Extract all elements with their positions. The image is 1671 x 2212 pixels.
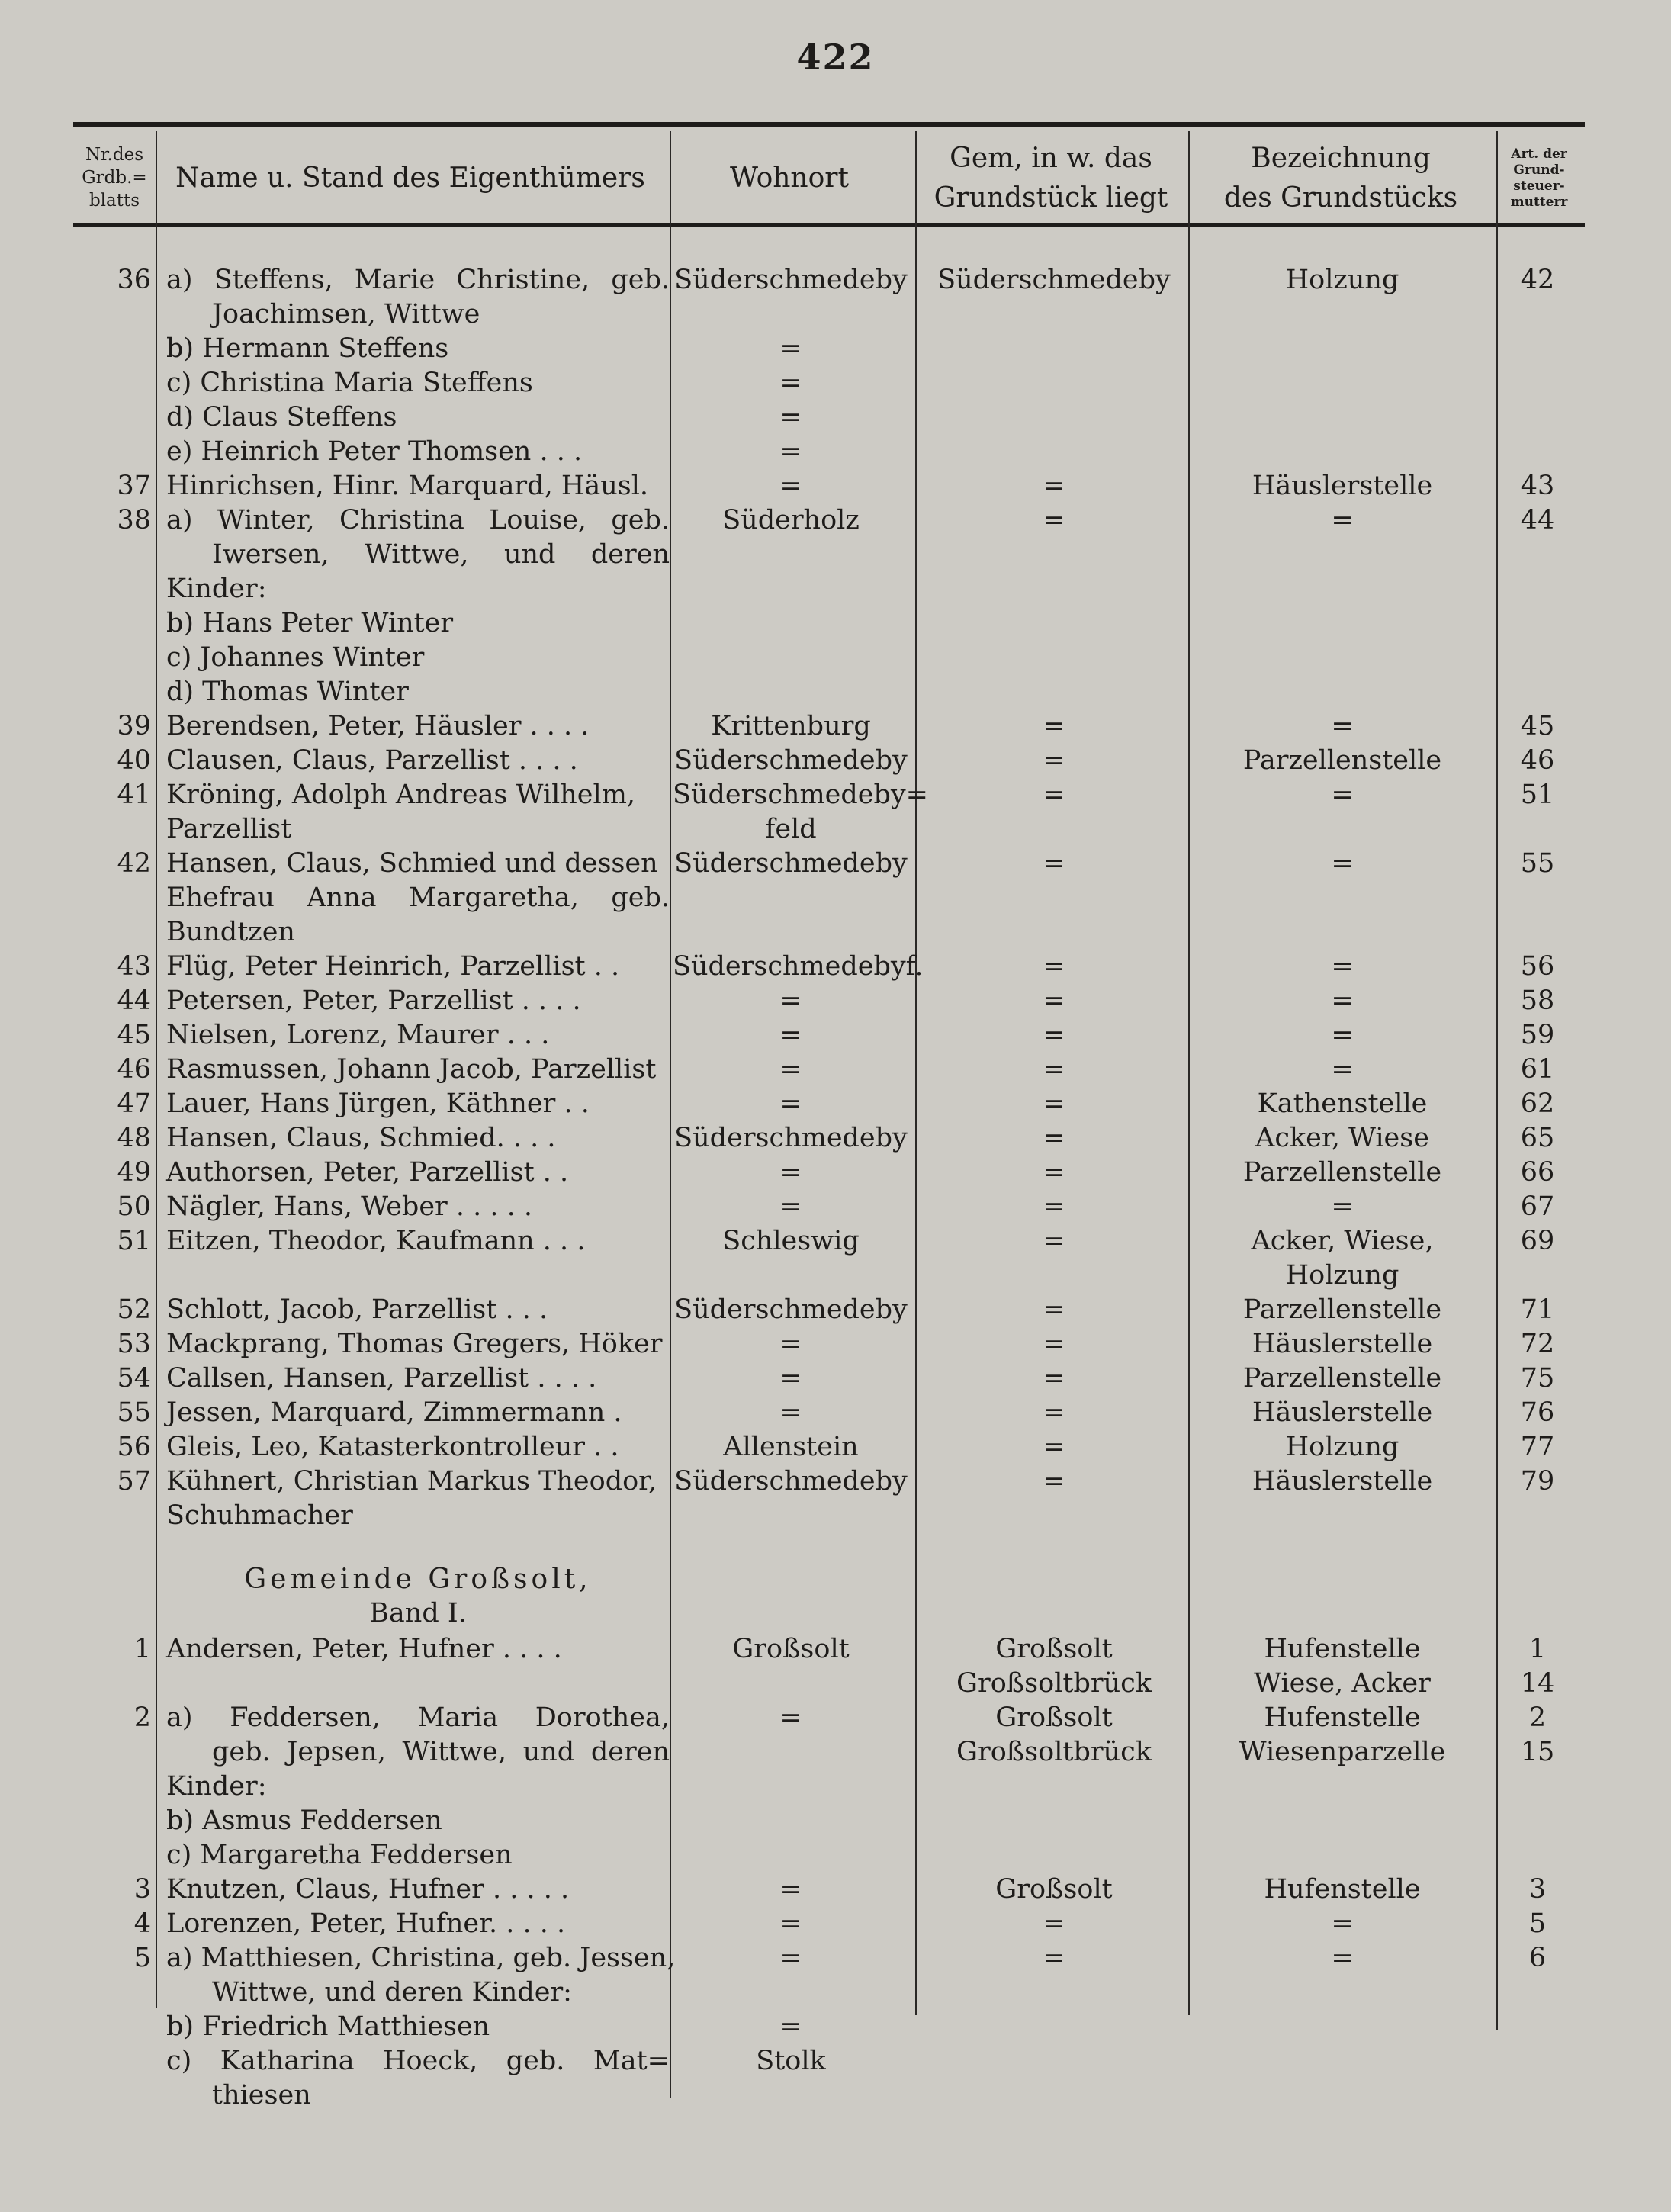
table-row (0, 1259, 1671, 1293)
table-row (0, 1018, 1671, 1053)
header-art-line4: mutterr (1510, 195, 1568, 211)
owner-name-cell: Jessen, Marquard, Zimmermann . (166, 1397, 622, 1428)
parcel-designation-cell: = (1331, 505, 1354, 535)
residence-cell: = (779, 1702, 802, 1733)
row-number-cell: 2 (133, 1702, 151, 1733)
row-number-cell: 56 (117, 1432, 151, 1462)
owner-name-cell: a) Steffens, Marie Christine, geb. (166, 265, 670, 295)
owner-name-cell: b) Friedrich Matthiesen (166, 2011, 490, 2042)
tax-article-cell: 15 (1520, 1737, 1555, 1767)
municipality-cell: = (1043, 1466, 1065, 1497)
municipality-cell: = (1043, 1020, 1065, 1050)
residence-cell: = (779, 1363, 802, 1394)
tax-article-cell: 61 (1520, 1054, 1555, 1085)
owner-name-cell: Gleis, Leo, Katasterkontrolleur . . (166, 1432, 619, 1462)
table-row (0, 847, 1671, 881)
municipality-cell: = (1043, 780, 1065, 810)
parcel-designation-cell: Parzellenstelle (1242, 1294, 1442, 1325)
owner-name-cell: d) Thomas Winter (166, 677, 409, 707)
row-number-cell: 40 (117, 745, 151, 776)
tax-article-cell: 55 (1520, 848, 1555, 879)
municipality-cell: = (1043, 745, 1065, 776)
header-gem-line1: Gem, in w. das (950, 142, 1152, 174)
tax-article-cell: 42 (1520, 265, 1555, 295)
row-number-cell: 43 (117, 951, 151, 982)
residence-cell: Stolk (756, 2046, 826, 2076)
residence-cell: = (779, 1020, 802, 1050)
residence-cell: Großsolt (732, 1634, 850, 1664)
parcel-designation-cell: Wiesenparzelle (1239, 1737, 1446, 1767)
owner-name-cell: Bundtzen (166, 917, 295, 947)
table-row (0, 1396, 1671, 1430)
table-row (0, 503, 1671, 538)
table-row (0, 469, 1671, 503)
owner-name-cell: Mackprang, Thomas Gregers, Höker (166, 1329, 663, 1359)
tax-article-cell: 66 (1520, 1157, 1555, 1188)
tax-article-cell: 59 (1520, 1020, 1555, 1050)
table-row (0, 1224, 1671, 1259)
owner-name-cell: Andersen, Peter, Hufner . . . . (166, 1634, 562, 1664)
table-row (0, 400, 1671, 435)
residence-cell: Süderschmedeby (674, 745, 908, 776)
header-name: Name u. Stand des Eigenthümers (175, 162, 645, 194)
tax-article-cell: 58 (1520, 985, 1555, 1016)
owner-name-cell: Nielsen, Lorenz, Maurer . . . (166, 1020, 550, 1050)
table-row (0, 1430, 1671, 1464)
table-row (0, 1735, 1671, 1770)
residence-cell: Süderschmedeby (674, 265, 908, 295)
owner-name-cell: a) Matthiesen, Christina, geb. Jessen, (166, 1943, 676, 1973)
parcel-designation-cell: = (1331, 1020, 1354, 1050)
header-nr-line1: Nr.des (85, 145, 144, 166)
parcel-designation-cell: = (1331, 1908, 1354, 1939)
parcel-designation-cell: = (1331, 1191, 1354, 1222)
municipality-cell: = (1043, 1908, 1065, 1939)
municipality-cell: Großsolt (995, 1702, 1113, 1733)
municipality-cell: = (1043, 1329, 1065, 1359)
row-number-cell: 39 (117, 711, 151, 741)
header-gem-line2: Grundstück liegt (934, 182, 1168, 214)
residence-cell: = (779, 1908, 802, 1939)
table-row (0, 1293, 1671, 1327)
table-row (0, 950, 1671, 984)
table-row (0, 1499, 1671, 1533)
municipality-cell: Großsolt (995, 1874, 1113, 1905)
table-row (0, 1873, 1671, 1907)
table-row (0, 1190, 1671, 1224)
owner-name-cell: Ehefrau Anna Margaretha, geb. (166, 883, 670, 913)
parcel-designation-cell: Häuslerstelle (1252, 1329, 1433, 1359)
table-row (0, 915, 1671, 950)
parcel-designation-cell: = (1331, 1054, 1354, 1085)
row-number-cell: 49 (117, 1157, 151, 1188)
table-row (0, 538, 1671, 572)
residence-cell: Krittenburg (711, 711, 871, 741)
municipality-cell: = (1043, 1157, 1065, 1188)
municipality-cell: = (1043, 951, 1065, 982)
residence-cell: Süderschmedeby= (673, 780, 928, 810)
tax-article-cell: 76 (1520, 1397, 1555, 1428)
tax-article-cell: 77 (1520, 1432, 1555, 1462)
row-number-cell: 46 (117, 1054, 151, 1085)
residence-cell: Süderschmedeby (674, 1294, 908, 1325)
tax-article-cell: 72 (1520, 1329, 1555, 1359)
residence-cell: Süderschmedeby (674, 1123, 908, 1153)
tax-article-cell: 5 (1528, 1908, 1547, 1939)
residence-cell: = (779, 1943, 802, 1973)
tax-article-cell: 1 (1528, 1634, 1547, 1664)
table-row (0, 1838, 1671, 1873)
header-bez-line1: Bezeichnung (1251, 142, 1431, 174)
owner-name-cell: e) Heinrich Peter Thomsen . . . (166, 436, 583, 467)
owner-name-cell: Nägler, Hans, Weber . . . . . (166, 1191, 533, 1222)
owner-name-cell: Flüg, Peter Heinrich, Parzellist . . (166, 951, 620, 982)
table-row (0, 297, 1671, 332)
table-row (0, 1804, 1671, 1838)
table-row (0, 709, 1671, 744)
parcel-designation-cell: Hufenstelle (1264, 1702, 1421, 1733)
parcel-designation-cell: Hufenstelle (1264, 1874, 1421, 1905)
header-bez-line2: des Grundstücks (1223, 182, 1458, 214)
owner-name-cell: geb. Jepsen, Wittwe, und deren (212, 1737, 670, 1767)
tax-article-cell: 75 (1520, 1363, 1555, 1394)
residence-cell: = (779, 402, 802, 432)
owner-name-cell: b) Hans Peter Winter (166, 608, 454, 638)
municipality-cell: Großsoltbrück (956, 1737, 1152, 1767)
tax-article-cell: 67 (1520, 1191, 1555, 1222)
owner-name-cell: Kröning, Adolph Andreas Wilhelm, (166, 780, 636, 810)
parcel-designation-cell: Häuslerstelle (1252, 1397, 1433, 1428)
table-row (0, 1701, 1671, 1735)
table-row (0, 1156, 1671, 1190)
row-number-cell: 45 (117, 1020, 151, 1050)
municipality-cell: = (1043, 985, 1065, 1016)
table-row (0, 263, 1671, 297)
row-number-cell: 44 (117, 985, 151, 1016)
tax-article-cell: 56 (1520, 951, 1555, 982)
residence-cell: Schleswig (722, 1226, 860, 1256)
residence-cell: Allenstein (723, 1432, 859, 1462)
residence-cell: = (779, 985, 802, 1016)
table-row (0, 2044, 1671, 2079)
row-number-cell: 52 (117, 1294, 151, 1325)
header-art-line3: steuer- (1513, 178, 1565, 194)
tax-article-cell: 3 (1528, 1874, 1547, 1905)
parcel-designation-cell: = (1331, 711, 1354, 741)
parcel-designation-cell: = (1331, 848, 1354, 879)
municipality-cell: Großsolt (995, 1634, 1113, 1664)
residence-cell: = (779, 1191, 802, 1222)
row-number-cell: 50 (117, 1191, 151, 1222)
residence-cell: = (779, 1088, 802, 1119)
owner-name-cell: c) Johannes Winter (166, 642, 425, 673)
municipality-cell: = (1043, 1226, 1065, 1256)
parcel-designation-cell: = (1331, 951, 1354, 982)
parcel-designation-cell: Hufenstelle (1264, 1634, 1421, 1664)
residence-cell: = (779, 436, 802, 467)
owner-name-cell: c) Margaretha Feddersen (166, 1840, 513, 1870)
owner-name-cell: Authorsen, Peter, Parzellist . . (166, 1157, 569, 1188)
residence-cell: = (779, 1054, 802, 1085)
header-wohnort: Wohnort (730, 162, 849, 194)
table-row (0, 1667, 1671, 1701)
parcel-designation-cell: Parzellenstelle (1242, 1363, 1442, 1394)
tax-article-cell: 71 (1520, 1294, 1555, 1325)
municipality-cell: = (1043, 1363, 1065, 1394)
owner-name-cell: Clausen, Claus, Parzellist . . . . (166, 745, 578, 776)
header-art-line1: Art. der (1511, 146, 1567, 162)
top-double-rule (73, 122, 1585, 127)
residence-cell: = (779, 368, 802, 398)
table-row (0, 1327, 1671, 1362)
owner-name-cell: Rasmussen, Johann Jacob, Parzellist (166, 1054, 657, 1085)
parcel-designation-cell: Häuslerstelle (1252, 471, 1433, 501)
municipality-cell: = (1043, 1088, 1065, 1119)
table-row (0, 675, 1671, 709)
owner-name-cell: Joachimsen, Wittwe (212, 299, 480, 330)
tax-article-cell: 62 (1520, 1088, 1555, 1119)
parcel-designation-cell: Parzellenstelle (1242, 745, 1442, 776)
row-number-cell: 47 (117, 1088, 151, 1119)
header-nr-line3: blatts (88, 190, 140, 211)
parcel-designation-cell: = (1331, 1943, 1354, 1973)
parcel-designation-cell: Wiese, Acker (1254, 1668, 1431, 1699)
owner-name-cell: Kühnert, Christian Markus Theodor, (166, 1466, 657, 1497)
owner-name-cell: Parzellist (166, 814, 292, 844)
owner-name-cell: Schlott, Jacob, Parzellist . . . (166, 1294, 548, 1325)
municipality-cell: Großsoltbrück (956, 1668, 1152, 1699)
table-row (0, 744, 1671, 778)
row-number-cell: 1 (133, 1634, 151, 1664)
table-row (0, 2079, 1671, 2113)
owner-name-cell: Schuhmacher (166, 1500, 353, 1531)
table-row (0, 812, 1671, 847)
parcel-designation-cell: Parzellenstelle (1242, 1157, 1442, 1188)
residence-cell: = (779, 1329, 802, 1359)
owner-name-cell: Knutzen, Claus, Hufner . . . . . (166, 1874, 570, 1905)
table-row (0, 1087, 1671, 1121)
section-subtitle: Band I. (369, 1598, 467, 1628)
row-number-cell: 37 (117, 471, 151, 501)
municipality-cell: = (1043, 848, 1065, 879)
municipality-cell: = (1043, 1943, 1065, 1973)
table-row (0, 1907, 1671, 1941)
owner-name-cell: Hinrichsen, Hinr. Marquard, Häusl. (166, 471, 649, 501)
owner-name-cell: a) Winter, Christina Louise, geb. (166, 505, 670, 535)
row-number-cell: 5 (133, 1943, 151, 1973)
table-row (0, 1121, 1671, 1156)
tax-article-cell: 14 (1520, 1668, 1555, 1699)
header-bottom-rule (73, 223, 1585, 227)
row-number-cell: 53 (117, 1329, 151, 1359)
residence-cell: Süderschmedeby (674, 848, 908, 879)
parcel-designation-cell: Holzung (1285, 1432, 1399, 1462)
parcel-designation-cell: Holzung (1285, 1260, 1399, 1291)
municipality-cell: = (1043, 1294, 1065, 1325)
table-row (0, 1362, 1671, 1396)
tax-article-cell: 46 (1520, 745, 1555, 776)
owner-name-cell: b) Asmus Feddersen (166, 1805, 442, 1836)
parcel-designation-cell: Holzung (1285, 265, 1399, 295)
parcel-designation-cell: = (1331, 985, 1354, 1016)
residence-cell: = (779, 1397, 802, 1428)
table-row (0, 984, 1671, 1018)
residence-cell: = (779, 471, 802, 501)
section-title: Gemeinde Großsolt, (244, 1564, 592, 1595)
owner-name-cell: Eitzen, Theodor, Kaufmann . . . (166, 1226, 586, 1256)
row-number-cell: 41 (117, 780, 151, 810)
parcel-designation-cell: Acker, Wiese, (1251, 1226, 1434, 1256)
tax-article-cell: 51 (1520, 780, 1555, 810)
residence-cell: Süderholz (722, 505, 860, 535)
parcel-designation-cell: Kathenstelle (1257, 1088, 1428, 1119)
row-number-cell: 54 (117, 1363, 151, 1394)
owner-name-cell: Berendsen, Peter, Häusler . . . . (166, 711, 590, 741)
owner-name-cell: d) Claus Steffens (166, 402, 397, 432)
table-row (0, 1941, 1671, 1976)
municipality-cell: = (1043, 1397, 1065, 1428)
tax-article-cell: 6 (1528, 1943, 1547, 1973)
header-bez (1188, 136, 1493, 221)
owner-name-cell: Wittwe, und deren Kinder: (212, 1977, 572, 2008)
table-row (0, 366, 1671, 400)
owner-name-cell: a) Feddersen, Maria Dorothea, (166, 1702, 670, 1733)
parcel-designation-cell: Acker, Wiese (1255, 1123, 1429, 1153)
municipality-cell: = (1043, 505, 1065, 535)
municipality-cell: = (1043, 471, 1065, 501)
table-row (0, 1976, 1671, 2010)
row-number-cell: 3 (133, 1874, 151, 1905)
parcel-designation-cell: = (1331, 780, 1354, 810)
owner-name-cell: Hansen, Claus, Schmied. . . . (166, 1123, 556, 1153)
row-number-cell: 42 (117, 848, 151, 879)
table-row (0, 2010, 1671, 2044)
row-number-cell: 51 (117, 1226, 151, 1256)
tax-article-cell: 45 (1520, 711, 1555, 741)
owner-name-cell: c) Christina Maria Steffens (166, 368, 533, 398)
header-art (1496, 136, 1582, 221)
tax-article-cell: 69 (1520, 1226, 1555, 1256)
municipality-cell: = (1043, 1191, 1065, 1222)
tax-article-cell: 2 (1528, 1702, 1547, 1733)
residence-cell: = (779, 1157, 802, 1188)
municipality-cell: = (1043, 1123, 1065, 1153)
owner-name-cell: Kinder: (166, 574, 267, 604)
residence-cell: = (779, 1874, 802, 1905)
header-gem (915, 136, 1187, 221)
table-row (0, 435, 1671, 469)
owner-name-cell: Petersen, Peter, Parzellist . . . . (166, 985, 581, 1016)
municipality-cell: = (1043, 711, 1065, 741)
owner-name-cell: Iwersen, Wittwe, und deren (212, 539, 670, 570)
tax-article-cell: 43 (1520, 471, 1555, 501)
row-number-cell: 4 (133, 1908, 151, 1939)
owner-name-cell: Callsen, Hansen, Parzellist . . . . (166, 1363, 597, 1394)
header-art-line2: Grund- (1513, 162, 1565, 178)
parcel-designation-cell: Häuslerstelle (1252, 1466, 1433, 1497)
row-number-cell: 48 (117, 1123, 151, 1153)
table-row (0, 1632, 1671, 1667)
page-number: 422 (796, 37, 875, 78)
table-row (0, 778, 1671, 812)
table-row (0, 881, 1671, 915)
header-nr (73, 136, 156, 221)
header-nr-line2: Grdb.= (82, 168, 147, 188)
residence-cell: = (779, 2011, 802, 2042)
table-row (0, 1770, 1671, 1804)
owner-name-cell: Hansen, Claus, Schmied und dessen (166, 848, 658, 879)
row-number-cell: 36 (117, 265, 151, 295)
row-number-cell: 57 (117, 1466, 151, 1497)
row-number-cell: 55 (117, 1397, 151, 1428)
table-row (0, 1053, 1671, 1087)
table-row (0, 572, 1671, 606)
residence-cell: Süderschmedeby (674, 1466, 908, 1497)
owner-name-cell: Lorenzen, Peter, Hufner. . . . . (166, 1908, 566, 1939)
residence-cell: Süderschmedebyf. (673, 951, 924, 982)
row-number-cell: 38 (117, 505, 151, 535)
tax-article-cell: 79 (1520, 1466, 1555, 1497)
owner-name-cell: Lauer, Hans Jürgen, Käthner . . (166, 1088, 590, 1119)
tax-article-cell: 44 (1520, 505, 1555, 535)
table-row (0, 1464, 1671, 1499)
table-row (0, 641, 1671, 675)
municipality-cell: = (1043, 1054, 1065, 1085)
owner-name-cell: b) Hermann Steffens (166, 333, 449, 364)
municipality-cell: Süderschmedeby (937, 265, 1171, 295)
tax-article-cell: 65 (1520, 1123, 1555, 1153)
owner-name-cell: c) Katharina Hoeck, geb. Mat= (166, 2046, 670, 2076)
residence-cell: feld (765, 814, 817, 844)
residence-cell: = (779, 333, 802, 364)
table-row (0, 332, 1671, 366)
owner-name-cell: Kinder: (166, 1771, 267, 1802)
owner-name-cell: thiesen (212, 2080, 311, 2111)
table-row (0, 606, 1671, 641)
municipality-cell: = (1043, 1432, 1065, 1462)
